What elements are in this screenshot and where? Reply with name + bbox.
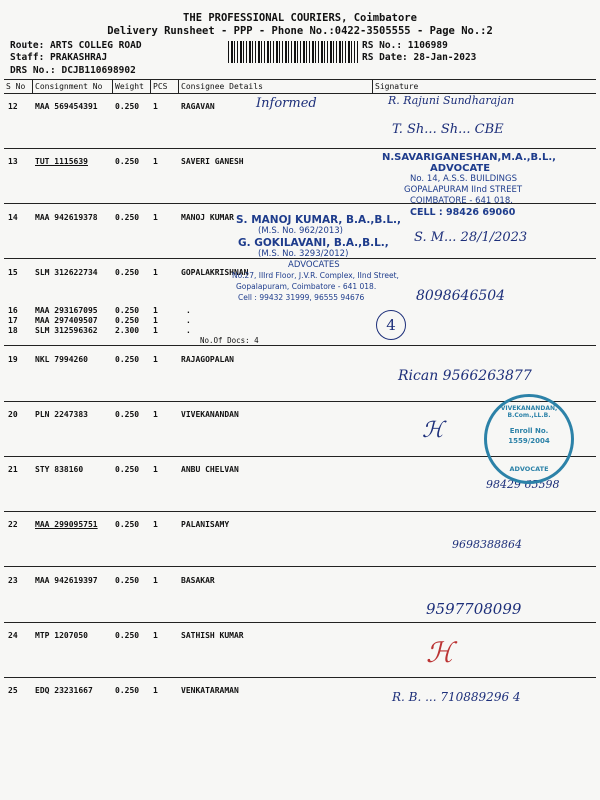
row-pcs: 1 xyxy=(153,213,158,222)
col-divider xyxy=(150,79,151,94)
row-consignee: VENKATARAMAN xyxy=(181,686,239,695)
signature-row-20: ℋ xyxy=(422,418,444,443)
stamp-address-line: Gopalapuram, Coimbatore - 641 018. xyxy=(236,282,377,291)
signature-row-15: 8098646504 xyxy=(416,288,506,304)
row-consignee: . xyxy=(186,326,191,335)
seal-bottom-text: ADVOCATE xyxy=(509,465,549,473)
row-consignee: RAGAVAN xyxy=(181,102,215,111)
row-pcs: 1 xyxy=(153,102,158,111)
stamp-registration: (M.S. No. 962/2013) xyxy=(258,226,343,236)
row-weight: 2.300 xyxy=(115,326,140,335)
row-pcs: 1 xyxy=(153,686,158,695)
stamp-advocate-name: S. MANOJ KUMAR, B.A.,B.L., xyxy=(236,214,401,226)
row-sno: 17 xyxy=(8,316,18,325)
company-title: THE PROFESSIONAL COURIERS, Coimbatore xyxy=(183,12,417,24)
stamp-advocate-name: N.SAVARIGANESHAN,M.A.,B.L., xyxy=(382,152,556,163)
row-consignment-no: PLN 2247383 xyxy=(35,410,88,419)
row-pcs: 1 xyxy=(153,157,158,166)
seal-enroll-label: Enroll No. xyxy=(509,427,549,435)
col-sno-header: S No xyxy=(6,82,26,91)
row-consignment-no: SLM 312622734 xyxy=(35,268,98,277)
row-separator xyxy=(4,511,596,512)
runsheet-subtitle: Delivery Runsheet - PPP - Phone No.:0422-3505555 - Page No.:2 xyxy=(107,25,493,37)
row-consignment-no: MAA 293167095 xyxy=(35,306,98,315)
row-weight: 0.250 xyxy=(115,520,140,529)
signature-row-19: Rican 9566263877 xyxy=(398,368,532,384)
row-weight: 0.250 xyxy=(115,686,140,695)
row-consignee: RAJAGOPALAN xyxy=(181,355,234,364)
row-sno: 16 xyxy=(8,306,18,315)
no-of-docs: No.Of Docs: 4 xyxy=(200,336,259,345)
row-sno: 20 xyxy=(8,410,18,419)
row-pcs: 1 xyxy=(153,268,158,277)
col-divider xyxy=(178,79,179,94)
signature-row-12: R. Rajuni Sundharajan xyxy=(388,94,515,107)
row-pcs: 1 xyxy=(153,576,158,585)
row-sno: 15 xyxy=(8,268,18,277)
signature-row-24: ℋ xyxy=(426,636,454,669)
signature-row-21: 98429 65598 xyxy=(486,478,560,491)
staff-label: Staff: PRAKASHRAJ xyxy=(10,52,108,63)
signature-row-25: R. B. ... 710889296 4 xyxy=(392,690,521,704)
row-sno: 25 xyxy=(8,686,18,695)
row-consignment-no: SLM 312596362 xyxy=(35,326,98,335)
row-weight: 0.250 xyxy=(115,306,140,315)
signature-row-12-b: T. Sh... Sh... CBE xyxy=(392,122,504,137)
col-consignee-header: Consignee Details xyxy=(181,82,263,91)
row-sno: 22 xyxy=(8,520,18,529)
row-pcs: 1 xyxy=(153,520,158,529)
row-weight: 0.250 xyxy=(115,102,140,111)
table-top-rule xyxy=(4,79,596,80)
seal-top-text: VIVEKANANDAN, B.Com.,LL.B. xyxy=(500,405,558,419)
row-separator xyxy=(4,345,596,346)
row-consignee: PALANISAMY xyxy=(181,520,230,529)
col-weight-header: Weight xyxy=(115,82,144,91)
row-sno: 14 xyxy=(8,213,18,222)
stamp-cell: Cell : 99432 31999, 96555 94676 xyxy=(238,293,365,302)
row-consignee: SAVERI GANESH xyxy=(181,157,244,166)
row-consignment-no: MTP 1207050 xyxy=(35,631,88,640)
row-weight: 0.250 xyxy=(115,355,140,364)
row-weight: 0.250 xyxy=(115,157,140,166)
row-consignment-no: NKL 7994260 xyxy=(35,355,88,364)
row-weight: 0.250 xyxy=(115,410,140,419)
row-consignee: MANOJ KUMAR xyxy=(181,213,234,222)
row-sno: 21 xyxy=(8,465,18,474)
row-sno: 23 xyxy=(8,576,18,585)
row-consignee: ANBU CHELVAN xyxy=(181,465,239,474)
row-consignment-no: TUT 1115639 xyxy=(35,157,88,166)
signature-row-14: S. M... 28/1/2023 xyxy=(414,230,528,245)
row-weight: 0.250 xyxy=(115,576,140,585)
row-consignee: SATHISH KUMAR xyxy=(181,631,244,640)
row-weight: 0.250 xyxy=(115,465,140,474)
circled-number-4: 4 xyxy=(376,310,406,340)
row-pcs: 1 xyxy=(153,316,158,325)
stamp-advocate-name: G. GOKILAVANI, B.A.,B.L., xyxy=(238,237,389,249)
row-pcs: 1 xyxy=(153,465,158,474)
row-weight: 0.250 xyxy=(115,631,140,640)
col-divider xyxy=(112,79,113,94)
col-pcs-header: PCS xyxy=(153,82,168,91)
advocate-round-seal xyxy=(484,394,574,484)
row-separator xyxy=(4,566,596,567)
signature-row-23: 9597708099 xyxy=(426,600,522,618)
row-consignment-no: MAA 297409507 xyxy=(35,316,98,325)
stamp-address-line: GOPALAPURAM IInd STREET xyxy=(404,185,523,195)
row-separator xyxy=(4,148,596,149)
row-sno: 18 xyxy=(8,326,18,335)
row-sno: 13 xyxy=(8,157,18,166)
row-pcs: 1 xyxy=(153,355,158,364)
signature-row-22: 9698388864 xyxy=(452,538,522,551)
handwritten-informed: Informed xyxy=(256,96,317,111)
row-pcs: 1 xyxy=(153,631,158,640)
row-consignment-no: EDQ 23231667 xyxy=(35,686,93,695)
row-consignment-no: STY 838160 xyxy=(35,465,84,474)
row-consignee: VIVEKANANDAN xyxy=(181,410,239,419)
row-separator xyxy=(4,622,596,623)
row-weight: 0.250 xyxy=(115,316,140,325)
row-pcs: 1 xyxy=(153,410,158,419)
row-consignment-no: MAA 569454391 xyxy=(35,102,98,111)
stamp-advocate-title: ADVOCATE xyxy=(430,163,491,174)
row-pcs: 1 xyxy=(153,306,158,315)
route-label: Route: ARTS COLLEG ROAD xyxy=(10,40,142,51)
drs-label: DRS No.: DCJB110698902 xyxy=(10,65,136,76)
row-consignee: . xyxy=(186,316,191,325)
seal-enroll-number: 1559/2004 xyxy=(508,437,550,445)
stamp-registration: (M.S. No. 3293/2012) xyxy=(258,249,349,259)
stamp-address-line: No. 14, A.S.S. BUILDINGS xyxy=(410,174,517,184)
row-consignee: GOPALAKRISHNAN xyxy=(181,268,249,277)
stamp-address-line: No.27, IIIrd Floor, J.V.R. Complex, IInd Street, xyxy=(232,271,399,280)
barcode xyxy=(228,41,358,63)
row-weight: 0.250 xyxy=(115,268,140,277)
stamp-cell: CELL : 98426 69060 xyxy=(410,207,516,218)
row-consignee: BASAKAR xyxy=(181,576,215,585)
col-divider xyxy=(372,79,373,94)
stamp-address-line: COIMBATORE - 641 018. xyxy=(410,196,513,206)
row-consignment-no: MAA 299095751 xyxy=(35,520,98,529)
stamp-advocate-title: ADVOCATES xyxy=(288,260,340,270)
row-consignee: . xyxy=(186,306,191,315)
row-consignment-no: MAA 942619397 xyxy=(35,576,98,585)
row-weight: 0.250 xyxy=(115,213,140,222)
row-sno: 19 xyxy=(8,355,18,364)
col-divider xyxy=(32,79,33,94)
rs-date: RS Date: 28-Jan-2023 xyxy=(362,52,477,63)
row-separator xyxy=(4,677,596,678)
row-sno: 24 xyxy=(8,631,18,640)
row-sno: 12 xyxy=(8,102,18,111)
row-consignment-no: MAA 942619378 xyxy=(35,213,98,222)
row-pcs: 1 xyxy=(153,326,158,335)
col-consignment-header: Consignment No xyxy=(35,82,103,91)
col-signature-header: Signature xyxy=(375,82,419,91)
rs-number: RS No.: 1106989 xyxy=(362,40,448,51)
